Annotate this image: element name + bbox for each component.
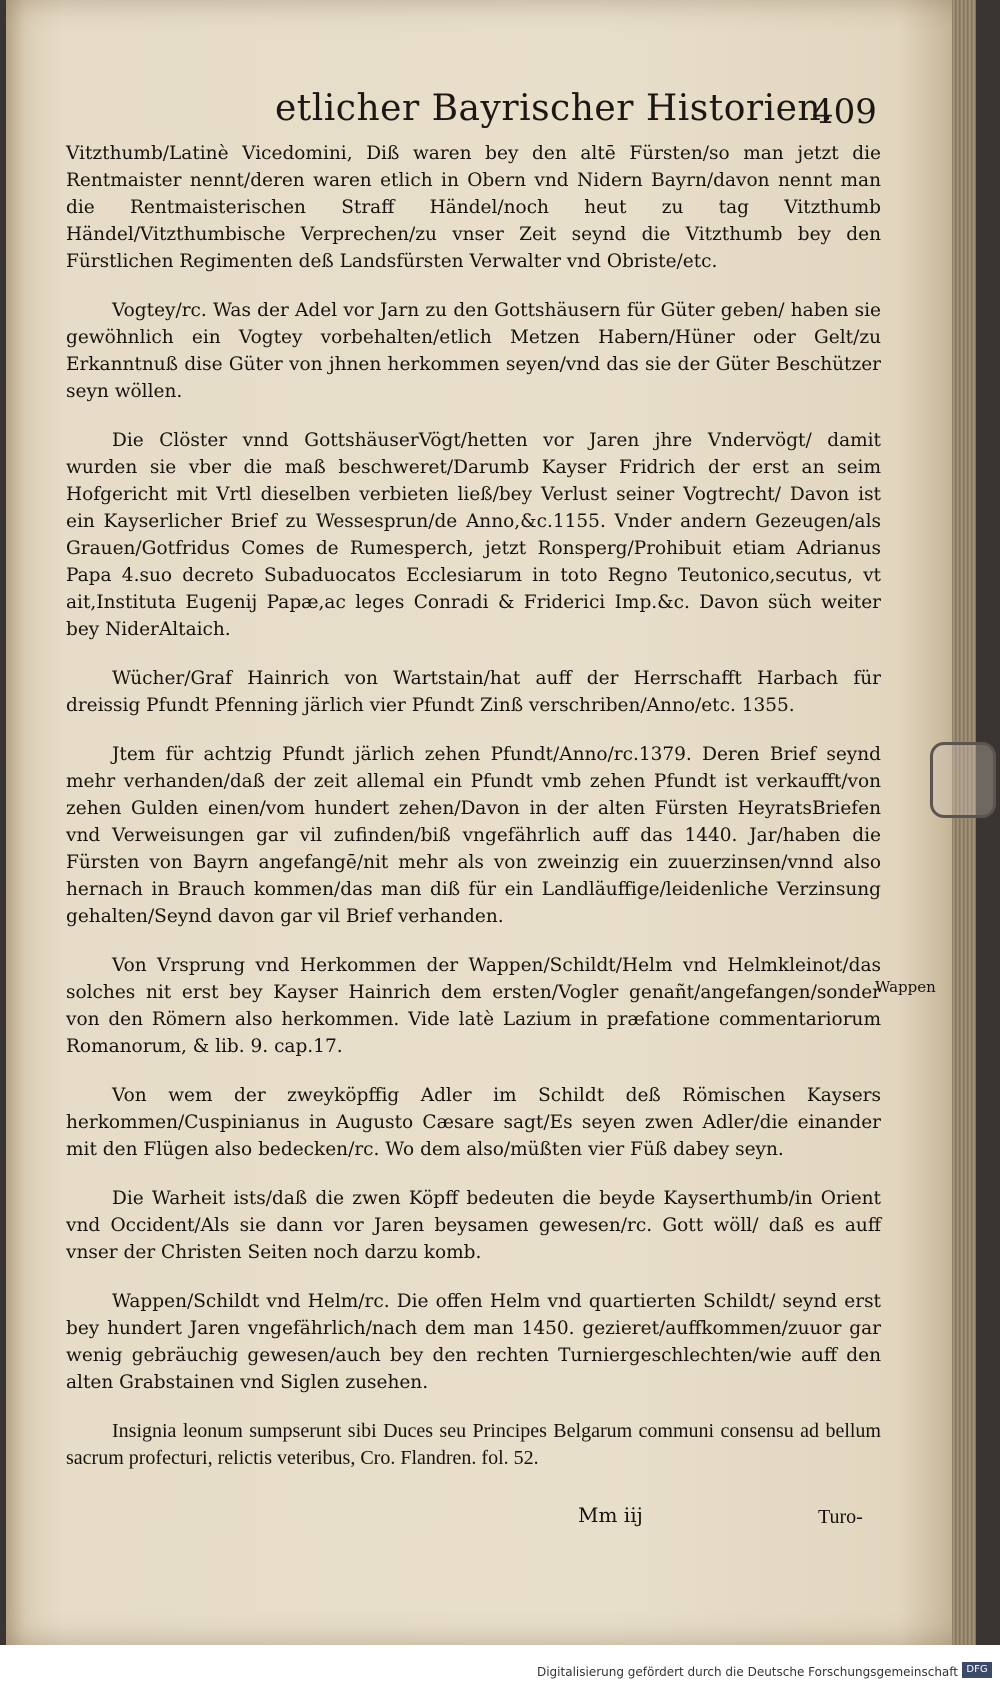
paragraph-insignia-note: Insignia leonum sumpserunt sibi Duces seu Principes Belgarum communi consensu ad bellum sacrum profecturi, relictis veteribus, Cro. Flandren. fol. 52. [66,1420,881,1469]
paragraph-wuecher: Wücher/Graf Hainrich von Wartstain/hat auff der Herrschafft Harbach für dreissig Pfundt Pfenning järlich vier Pfundt Zinß verschriben/Anno/etc. 1355. [66,668,881,716]
page-edge [952,0,976,1645]
paragraph-cloester: Die Clöster vnnd GottshäuserVögt/hetten vor Jaren jhre Vndervögt/ damit wurden sie vber die maß beschweret/Darumb Kayser Fridrich der erst an seim Hofgericht mit Vrtl dieselben verbieten ließ/bey Verlust seiner Vogtrecht/ Davon ist ein Kayserlicher Brief zu Wessesprun/de Anno,&c.1155. Vnder andern Gezeugen/als Grauen/Gotfridus Comes de Rumesperch, jetzt Ronsperg/Prohibuit etiam Adrianus Papa 4.suo decreto Subaduocatos Ecclesiarum in toto Regno Teutonico,secutus, vt ait,Instituta Eugenij Papæ,ac leges Conradi & Friderici Imp.&c. Davon süch weiter bey NiderAltaich. [66,430,881,640]
paragraph-jtem: Jtem für achtzig Pfundt järlich zehen Pfundt/Anno/rc.1379. Deren Brief seynd mehr verhanden/daß der zeit allemal ein Pfundt vmb zehen Pfundt ist verkaufft/von zehen Gulden einen/vom hundert zehen/Davon in der alten Fürsten HeyratsBriefen vnd Verweisungen gar vil zufinden/biß vngefährlich auff das 1440. Jar/haben die Fürsten von Bayrn angefangē/nit mehr als von zweinzig ein zuuerzinsen/vnnd also hernach in Brauch kommen/das man diß für ein Landläuffige/leidenliche Verzinsung gehalten/Seynd davon gar vil Brief verhanden. [66,744,881,927]
paragraph-vogtey: Vogtey/rc. Was der Adel vor Jarn zu den Gottshäusern für Güter geben/ haben sie gewöhnlich ein Vogtey vorbehalten/etlich Metzen Habern/Hüner oder Gelt/zu Erkanntnuß dise Güter von jhnen herkommen seyen/vnd das sie der Güter Beschützer seyn wöllen. [66,300,881,402]
margin-note: Wappen [875,978,936,996]
footer-credit: Digitalisierung gefördert durch die Deutsche Forschungsgemeinschaft [536,1665,958,1679]
catchword: Turo- [818,1506,863,1528]
running-head: etlicher Bayrischer Historien. [275,88,834,129]
paragraph-helm: Wappen/Schildt vnd Helm/rc. Die offen Helm vnd quartierten Schildt/ seynd erst bey hundert Jaren vngefährlich/nach dem man 1450. gezieret/auffkommen/zuuor gar wenig gebräuchig gewesen/auch bey den rechten Turniergeschlechten/wie auff den alten Grabstainen vnd Siglen zusehen. [66,1291,881,1393]
paragraph-wappen-ursprung: Von Vrsprung vnd Herkommen der Wappen/Schildt/Helm vnd Helmkleinot/das solches nit erst bey Kayser Hainrich dem ersten/Vogler genañt/angefangen/sonder von den Römern also herkommen. Vide latè Lazium in præfatione commentariorum Romanorum, & lib. 9. cap.17. [66,955,881,1057]
paragraph-warheit: Die Warheit ists/daß die zwen Köpff bedeuten die beyde Kayserthumb/in Orient vnd Occident/Als sie dann vor Jaren beysamen gewesen/rc. Gott wöll/ daß es auff vnser der Christen Seiten noch darzu komb. [66,1188,881,1263]
page-clip-tab [930,742,996,818]
dfg-logo-icon: DFG [962,1662,992,1678]
signature-mark: Mm iij [578,1503,643,1527]
body-text [66,140,881,1494]
paragraph-adler: Von wem der zweyköpffig Adler im Schildt deß Römischen Kaysers herkommen/Cuspinianus in Augusto Cæsare sagt/Es seyen zwen Adler/die einander mit den Flügen also bedecken/rc. Wo dem also/müßten vier Füß dabey seyn. [66,1085,881,1160]
paragraph-vitzthumb: Vitzthumb/Latinè Vicedomini, Diß waren bey den altē Fürsten/so man jetzt die Rentmaister nennt/deren waren etlich in Obern vnd Nidern Bayrn/davon nennt man die Rentmaisterischen Straff Händel/noch heut zu tag Vitzthumb Händel/Vitzthumbische Verprechen/zu vnser Zeit seynd die Vitzthumb bey den Fürstlichen Regimenten deß Landsfürsten Verwalter vnd Obriste/etc. [66,143,881,272]
page-number: 409 [812,92,877,132]
